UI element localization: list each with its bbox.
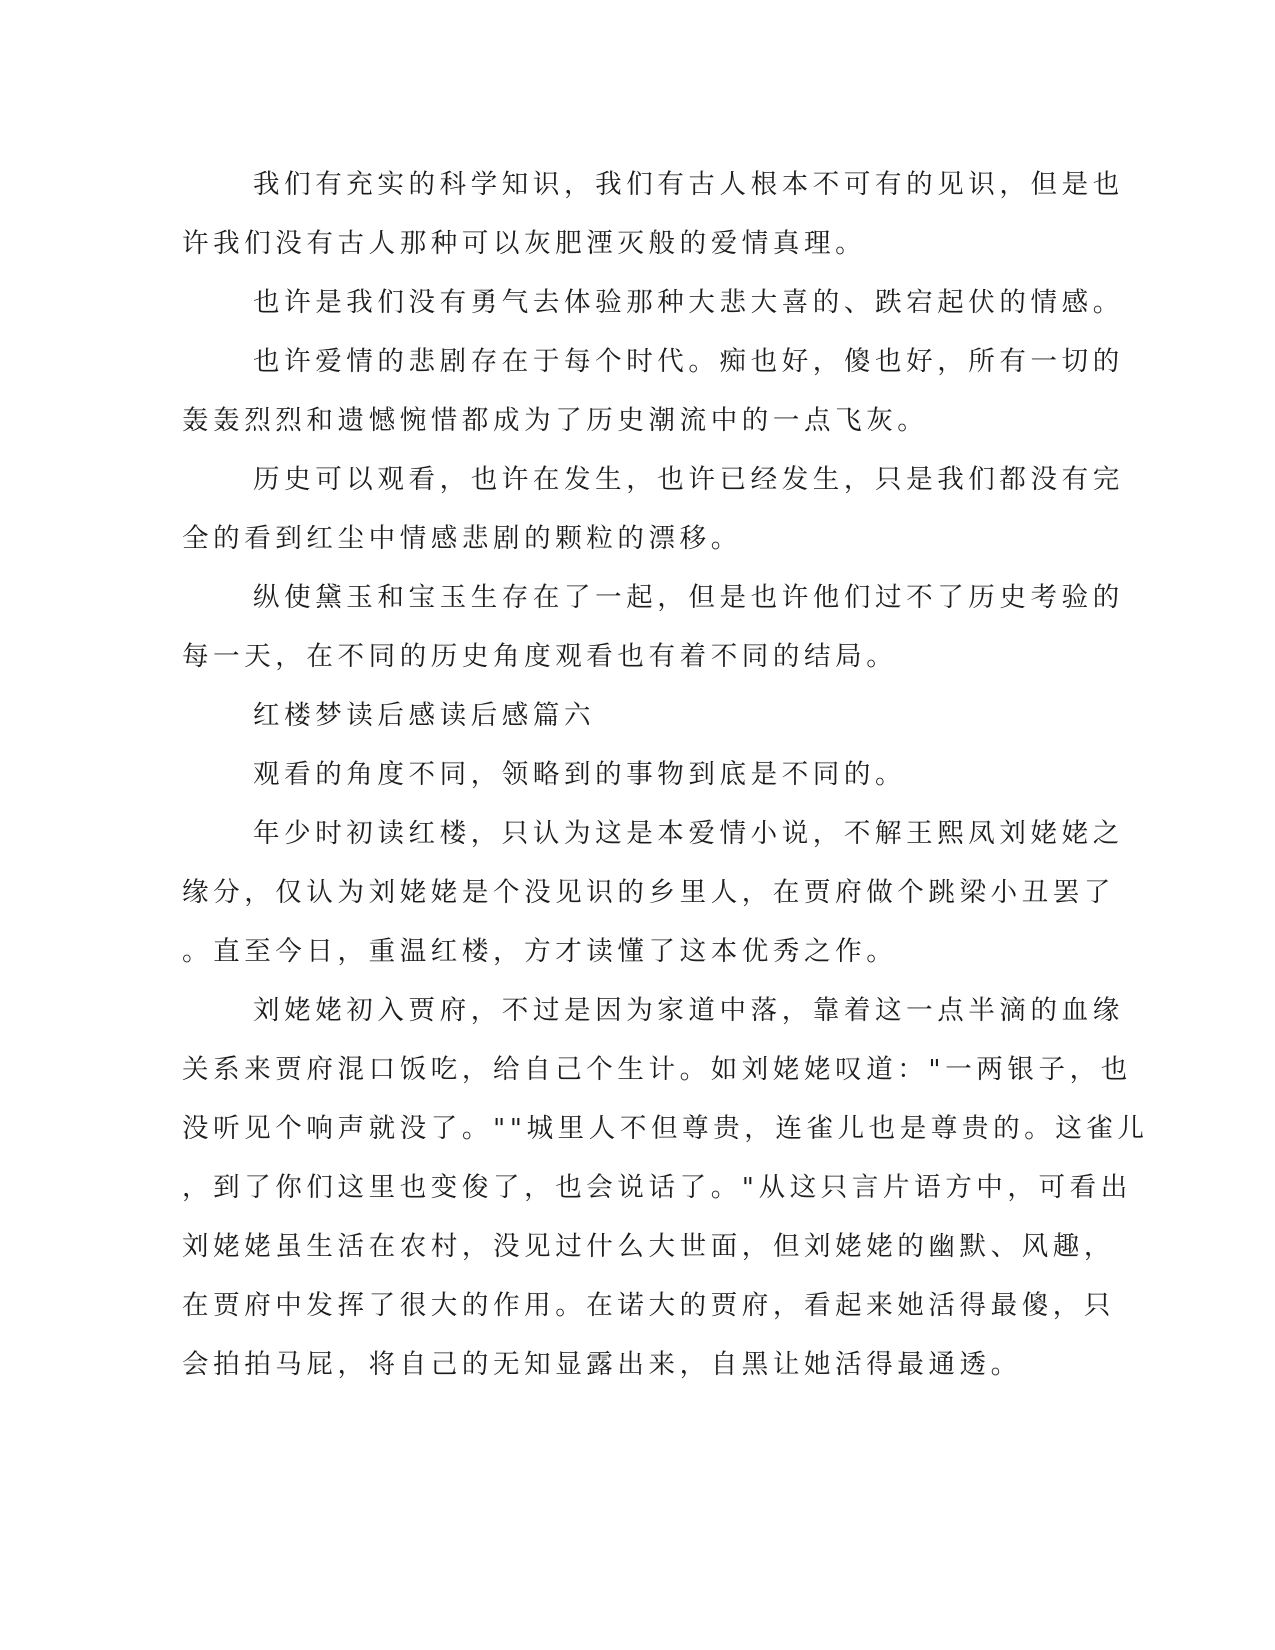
text-line: ，到了你们这里也变俊了，也会说话了。"从这只言片语方中，可看出 [182, 1172, 1132, 1203]
text-line: 轰轰烈烈和遗憾惋惜都成为了历史潮流中的一点飞灰。 [182, 405, 929, 436]
text-line: 观看的角度不同，领略到的事物到底是不同的。 [253, 759, 907, 790]
text-line: 关系来贾府混口饭吃，给自己个生计。如刘姥姥叹道："一两银子，也 [182, 1054, 1132, 1085]
section-heading: 红楼梦读后感读后感篇六 [253, 700, 596, 731]
text-line: 许我们没有古人那种可以灰肥湮灭般的爱情真理。 [182, 228, 867, 259]
document-body [182, 155, 1149, 1394]
text-line: 。直至今日，重温红楼，方才读懂了这本优秀之作。 [182, 936, 898, 967]
text-line: 全的看到红尘中情感悲剧的颗粒的漂移。 [182, 523, 742, 554]
text-line: 在贾府中发挥了很大的作用。在诺大的贾府，看起来她活得最傻，只 [182, 1290, 1115, 1321]
text-line: 也许是我们没有勇气去体验那种大悲大喜的、跌宕起伏的情感。 [253, 287, 1124, 318]
text-line: 刘姥姥初入贾府，不过是因为家道中落，靠着这一点半滴的血缘 [253, 995, 1124, 1026]
text-line: 会拍拍马屁，将自己的无知显露出来，自黑让她活得最通透。 [182, 1349, 1022, 1380]
text-line: 没听见个响声就没了。""城里人不但尊贵，连雀儿也是尊贵的。这雀儿 [182, 1113, 1149, 1144]
text-line: 也许爱情的悲剧存在于每个时代。痴也好，傻也好，所有一切的 [253, 346, 1124, 377]
text-line: 刘姥姥虽生活在农村，没见过什么大世面，但刘姥姥的幽默、风趣， [182, 1231, 1115, 1262]
text-line: 年少时初读红楼，只认为这是本爱情小说，不解王熙凤刘姥姥之 [253, 818, 1124, 849]
text-line: 纵使黛玉和宝玉生存在了一起，但是也许他们过不了历史考验的 [253, 582, 1124, 613]
text-line: 缘分，仅认为刘姥姥是个没见识的乡里人，在贾府做个跳梁小丑罢了 [182, 877, 1115, 908]
text-line: 每一天，在不同的历史角度观看也有着不同的结局。 [182, 641, 898, 672]
text-line: 历史可以观看，也许在发生，也许已经发生，只是我们都没有完 [253, 464, 1124, 495]
text-line: 我们有充实的科学知识，我们有古人根本不可有的见识，但是也 [253, 169, 1124, 200]
